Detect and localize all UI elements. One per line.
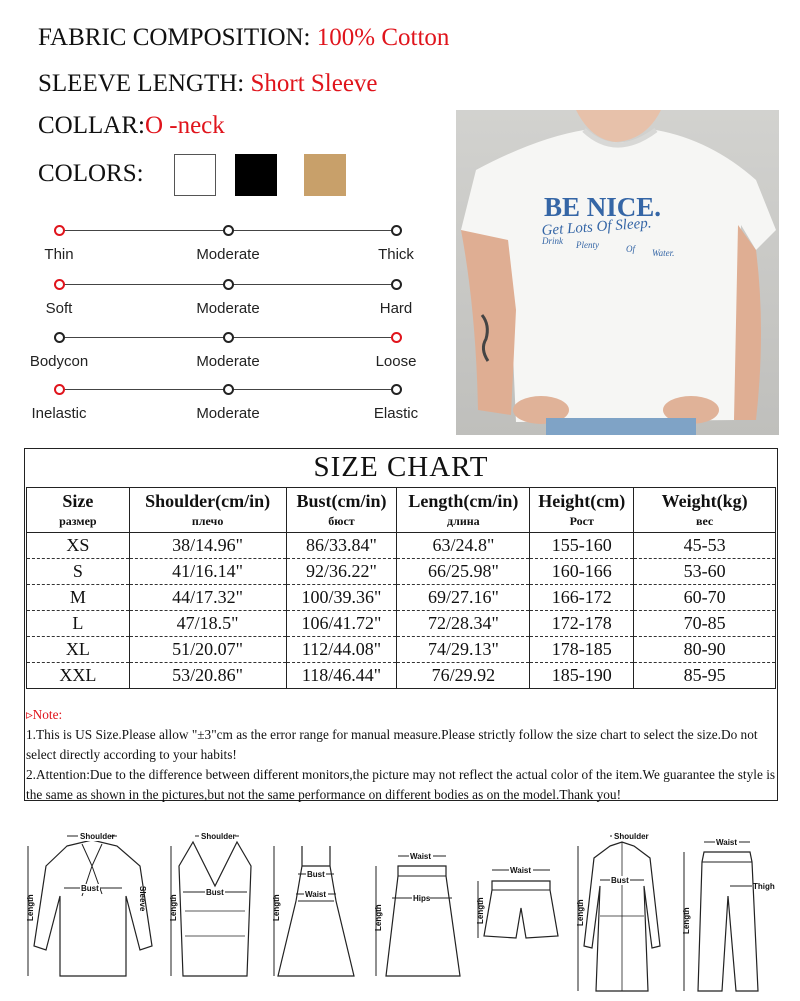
table-cell: 80-90 (634, 637, 776, 663)
dress-measurement-diagram (268, 826, 363, 996)
column-header: Length(cm/in) длина (397, 488, 530, 533)
scale-dot (391, 332, 402, 343)
column-header: Bust(cm/in) бюст (286, 488, 397, 533)
thickness-scale (40, 222, 420, 274)
size-chart (24, 448, 778, 801)
column-header: Shoulder(cm/in) плечо (129, 488, 286, 533)
fabric-label: FABRIC COMPOSITION: (38, 24, 311, 51)
fabric-value: 100% Cotton (316, 24, 450, 51)
table-cell: 100/39.36" (286, 585, 397, 611)
scale-label: Thin (44, 246, 74, 263)
diagram-label-length: Length (682, 907, 691, 934)
scale-dot (223, 279, 234, 290)
diagram-label-bust: Bust (206, 888, 224, 897)
diagram-label-length: Length (26, 894, 35, 921)
column-header: Weight(kg) вес (634, 488, 776, 533)
diagram-label-shoulder: Shoulder (80, 832, 115, 841)
scale-dot (54, 279, 65, 290)
scale-dot (54, 225, 65, 236)
size-chart-title: SIZE CHART (313, 451, 489, 483)
table-cell: 160-166 (530, 559, 634, 585)
shirt-print-word: Drink (542, 236, 563, 246)
shorts-measurement-diagram (470, 826, 570, 996)
vest-measurement-diagram (165, 826, 265, 996)
table-cell: 74/29.13" (397, 637, 530, 663)
diagram-label-thigh: Thigh (753, 882, 775, 891)
table-cell: 44/17.32" (129, 585, 286, 611)
table-cell: 106/41.72" (286, 611, 397, 637)
diagram-label-bust: Bust (611, 876, 629, 885)
table-cell: 118/46.44" (286, 663, 397, 689)
scale-dot (54, 332, 65, 343)
diagram-label-bust: Bust (81, 884, 99, 893)
scale-dot (223, 225, 234, 236)
diagram-label-shoulder: Shoulder (614, 832, 649, 841)
scale-label: Elastic (373, 405, 419, 422)
table-cell: L (27, 611, 130, 637)
diagram-label-length: Length (476, 897, 485, 924)
table-row (27, 533, 776, 559)
scale-dot (54, 384, 65, 395)
size-table (26, 487, 776, 689)
table-header-row (27, 488, 776, 533)
collar-row (38, 112, 225, 140)
product-photo (456, 110, 779, 435)
diagram-label-length: Length (576, 899, 585, 926)
diagram-label-waist: Waist (305, 890, 327, 899)
table-cell: 85-95 (634, 663, 776, 689)
table-cell: 66/25.98" (397, 559, 530, 585)
scale-label: Moderate (196, 405, 260, 422)
table-cell: 53/20.86" (129, 663, 286, 689)
table-row (27, 663, 776, 689)
color-swatch-black[interactable] (235, 154, 277, 196)
diagram-label-length: Length (374, 904, 383, 931)
trousers-measurement-diagram (676, 826, 776, 996)
table-cell: 172-178 (530, 611, 634, 637)
diagram-label-waist: Waist (716, 838, 738, 847)
scale-dot (391, 279, 402, 290)
diagram-label-length: Length (169, 894, 178, 921)
shirt-print-word: Of (626, 244, 635, 254)
colors-row (38, 160, 144, 188)
collar-value: O -neck (144, 112, 225, 139)
table-cell: 70-85 (634, 611, 776, 637)
coat-measurement-diagram (572, 826, 672, 996)
table-row (27, 559, 776, 585)
table-cell: XL (27, 637, 130, 663)
diagram-label-waist: Waist (510, 866, 532, 875)
note-2: 2.Attention:Due to the difference between different monitors,the picture may not reflect the actual color of the item.We guarantee the style is the same as shown in the pictures,but not the same performance on different bodies as on the model.Thank you! (26, 767, 776, 802)
scale-dot (391, 225, 402, 236)
diagram-label-sleeve: Sleeve (138, 886, 147, 912)
table-cell: 72/28.34" (397, 611, 530, 637)
skirt-measurement-diagram (368, 826, 468, 996)
table-cell: 178-185 (530, 637, 634, 663)
scale-label: Hard (379, 300, 413, 317)
table-cell: 47/18.5" (129, 611, 286, 637)
color-swatch-tan[interactable] (304, 154, 346, 196)
table-cell: 76/29.92 (397, 663, 530, 689)
elasticity-scale (31, 381, 420, 433)
shirt-print-line2: Get Lots Of Sleep. (541, 215, 653, 239)
shirt-print-word: Water. (652, 248, 675, 258)
sleeve-length-row (38, 70, 378, 98)
table-cell: S (27, 559, 130, 585)
shirt-print-line1: BE NICE. (544, 192, 662, 222)
table-cell: 69/27.16" (397, 585, 530, 611)
table-cell: 155-160 (530, 533, 634, 559)
scale-label: Inelastic (31, 405, 87, 422)
table-cell: XXL (27, 663, 130, 689)
table-cell: M (27, 585, 130, 611)
diagram-label-shoulder: Shoulder (201, 832, 236, 841)
diagram-label-length: Length (272, 894, 281, 921)
size-notes (25, 705, 778, 805)
table-cell: 51/20.07" (129, 637, 286, 663)
table-cell: 112/44.08" (286, 637, 397, 663)
table-cell: 53-60 (634, 559, 776, 585)
scale-label: Moderate (196, 353, 260, 370)
table-row (27, 611, 776, 637)
diagram-label-waist: Waist (410, 852, 432, 861)
scale-label: Bodycon (29, 353, 89, 370)
table-row (27, 585, 776, 611)
scale-dot (391, 384, 402, 395)
scale-dot (223, 384, 234, 395)
blouse-measurement-diagram (22, 826, 162, 996)
sleeve-value: Short Sleeve (250, 70, 378, 97)
diagram-label-hips: Hips (413, 894, 431, 903)
table-cell: XS (27, 533, 130, 559)
table-cell: 60-70 (634, 585, 776, 611)
table-cell: 41/16.14" (129, 559, 286, 585)
fabric-composition-row (38, 24, 449, 52)
scale-label: Thick (378, 246, 414, 263)
table-cell: 166-172 (530, 585, 634, 611)
table-cell: 63/24.8" (397, 533, 530, 559)
column-header: Height(cm) Рост (530, 488, 634, 533)
scale-label: Loose (375, 353, 417, 370)
table-cell: 185-190 (530, 663, 634, 689)
sleeve-label: SLEEVE LENGTH: (38, 70, 245, 97)
scale-dot (223, 332, 234, 343)
table-row (27, 637, 776, 663)
table-cell: 38/14.96" (129, 533, 286, 559)
fit-scale (29, 329, 420, 381)
table-cell: 45-53 (634, 533, 776, 559)
note-1: 1.This is US Size.Please allow "±3"cm as the error range for manual measure.Please strictly follow the size chart to select the size.Do not select directly according to your habits! (26, 727, 758, 762)
diagram-label-bust: Bust (307, 870, 325, 879)
scale-label: Moderate (196, 246, 260, 263)
table-cell: 92/36.22" (286, 559, 397, 585)
scale-label: Soft (45, 300, 73, 317)
softness-scale (40, 276, 420, 328)
color-swatch-white[interactable] (174, 154, 216, 196)
table-cell: 86/33.84" (286, 533, 397, 559)
scale-label: Moderate (196, 300, 260, 317)
colors-label: COLORS: (38, 160, 144, 187)
note-title: ▹Note: (26, 707, 63, 722)
shirt-print-word: Plenty (576, 240, 599, 250)
column-header: Size размер (27, 488, 130, 533)
collar-label: COLLAR: (38, 112, 145, 139)
